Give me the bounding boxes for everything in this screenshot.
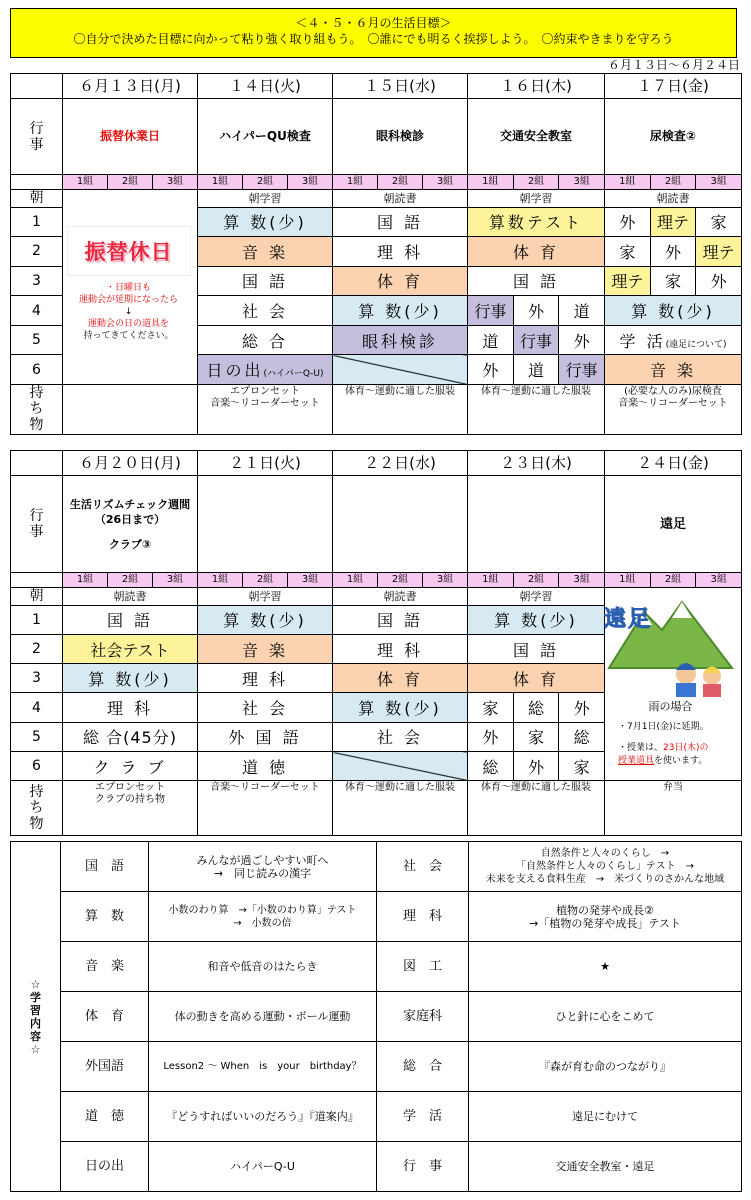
w1-bring-0 <box>63 384 198 434</box>
w2-tue-p4: 社 会 <box>198 693 333 722</box>
w2-wed-p4: 算 数(少) <box>333 693 468 722</box>
w1-event-4: 尿検査② <box>605 99 742 174</box>
learn-content-3b: ひと針に心をこめて <box>469 992 742 1042</box>
w1-wed-p3: 体 育 <box>333 266 468 296</box>
w2-tue-p3: 理 科 <box>198 664 333 693</box>
w1-period-3: 3 <box>11 266 63 296</box>
w1-mochi-label: 持 ち 物 <box>11 384 63 434</box>
learn-content-1b: 植物の発芽や成長② →「植物の発芽や成長」テスト <box>469 892 742 942</box>
learn-subj-5a: 道 徳 <box>61 1092 149 1142</box>
w1-fri-p5: 学 活(遠足について) <box>605 325 742 355</box>
w2-wed-p3: 体 育 <box>333 664 468 693</box>
w1-bring-1: エプロンセット 音楽～リコーダーセット <box>198 384 333 434</box>
w1-morning-1: 朝学習 <box>198 190 333 207</box>
w2-thu-p5: 外 家 総 <box>468 722 605 751</box>
w1-bring-2: 体育～運動に適した服装 <box>333 384 468 434</box>
learn-subj-2a: 音 楽 <box>61 942 149 992</box>
w1-wed-p4: 算 数(少) <box>333 296 468 326</box>
w1-thu-p1: 算数テスト <box>468 207 605 237</box>
w1-morning-2: 朝読書 <box>333 190 468 207</box>
w1-fri-p2: 家 外 理テ <box>605 237 742 267</box>
learn-subj-0a: 国 語 <box>61 842 149 892</box>
learn-subj-4b: 総 合 <box>377 1042 469 1092</box>
w2-thu-p2: 国 語 <box>468 634 605 663</box>
w1-period-1: 1 <box>11 207 63 237</box>
ensoku-illustration <box>604 590 737 702</box>
w2-tue-p2: 音 楽 <box>198 634 333 663</box>
w1-tue-p1: 算 数(少) <box>198 207 333 237</box>
goals-heading: ＜４・５・６月の生活目標＞ <box>295 16 452 30</box>
w1-day-3: １６日(木) <box>468 74 605 99</box>
w2-tue-p1: 算 数(少) <box>198 605 333 634</box>
w1-tue-p6: 日の出(ハイパーQ-U) <box>198 355 333 385</box>
w1-thu-p6: 外 道 行事 <box>468 355 605 385</box>
w2-tue-p5: 外 国 語 <box>198 722 333 751</box>
learn-subj-5b: 学 活 <box>377 1092 469 1142</box>
learn-subj-1b: 理 科 <box>377 892 469 942</box>
furikae-holiday-image: 振替休日 <box>67 226 191 276</box>
w2-bring-4: 弁当 <box>605 781 742 836</box>
w2-period-5: 5 <box>11 722 63 751</box>
w2-mon-p5: 総 合(45分) <box>63 722 198 751</box>
learn-subj-2b: 図 工 <box>377 942 469 992</box>
w1-gyoji-label: 行 事 <box>11 99 63 174</box>
w2-mon-p4: 理 科 <box>63 693 198 722</box>
w2-tue-p6: 道 徳 <box>198 752 333 781</box>
w2-mon-p2: 社会テスト <box>63 634 198 663</box>
w1-event-2: 眼科検診 <box>333 99 468 174</box>
w1-event-3: 交通安全教室 <box>468 99 605 174</box>
w1-wed-p6-empty <box>333 355 468 385</box>
learn-content-1a: 小数のわり算 →「小数のわり算」テスト → 小数の倍 <box>149 892 377 942</box>
w2-morning-1: 朝学習 <box>198 588 333 605</box>
w2-period-2: 2 <box>11 634 63 663</box>
w2-gyoji-label: 行 事 <box>11 476 63 573</box>
w2-morning-0: 朝読書 <box>63 588 198 605</box>
w2-bring-0: エプロンセット クラブの持ち物 <box>63 781 198 836</box>
life-goals-box <box>10 8 737 58</box>
w1-groups-2: 1組 2組 3組 <box>333 174 468 189</box>
w1-period-2: 2 <box>11 237 63 267</box>
learn-subj-4a: 外国語 <box>61 1042 149 1092</box>
w1-thu-p4: 行事 外 道 <box>468 296 605 326</box>
w2-period-6: 6 <box>11 752 63 781</box>
w1-fri-p3: 理テ 家 外 <box>605 266 742 296</box>
w2-mon-p1: 国 語 <box>63 605 198 634</box>
w1-period-5: 5 <box>11 325 63 355</box>
w1-groups-0: 1組 2組 3組 <box>63 174 198 189</box>
w2-groups-3: 1組 2組 3組 <box>468 573 605 588</box>
w1-groups-3: 1組 2組 3組 <box>468 174 605 189</box>
w1-day-1: １４日(火) <box>198 74 333 99</box>
w2-period-1: 1 <box>11 605 63 634</box>
learn-content-3a: 体の動きを高める運動・ボール運動 <box>149 992 377 1042</box>
w2-wed-p2: 理 科 <box>333 634 468 663</box>
learn-subj-0b: 社 会 <box>377 842 469 892</box>
w1-tue-p5: 総 合 <box>198 325 333 355</box>
w2-day-0: ６月２０日(月) <box>63 451 198 476</box>
ensoku-image-label: 遠足 <box>604 607 653 632</box>
w1-bring-4: (必要な人のみ)尿検査 音楽～リコーダーセット <box>605 384 742 434</box>
learn-content-0a: みんなが過ごしやすい町へ → 同じ読みの漢字 <box>149 842 377 892</box>
w1-morning-4: 朝読書 <box>605 190 742 207</box>
w1-day-2: １５日(水) <box>333 74 468 99</box>
w2-wed-p6-empty <box>333 752 468 781</box>
w2-period-4: 4 <box>11 693 63 722</box>
date-range: ６月１３日～６月２４日 <box>607 58 740 72</box>
w2-bring-2: 体育～運動に適した服装 <box>333 781 468 836</box>
learning-content-table <box>10 841 742 1192</box>
w2-morning-2: 朝読書 <box>333 588 468 605</box>
goals-text: 〇自分で決めた目標に向かって粘り強く取り組もう。 〇誰にでも明るく挨拶しよう。 〇約束やきまりを守ろう <box>73 32 674 46</box>
w1-wed-p2: 理 科 <box>333 237 468 267</box>
learn-subj-6b: 行 事 <box>377 1142 469 1192</box>
w1-groups-1: 1組 2組 3組 <box>198 174 333 189</box>
w2-asa-label: 朝 <box>11 588 63 605</box>
w1-day-4: １７日(金) <box>605 74 742 99</box>
w2-event-0: 生活リズムチェック週間 （26日まで） クラブ③ <box>63 476 198 573</box>
w1-groups-4: 1組 2組 3組 <box>605 174 742 189</box>
w2-day-3: ２３日(木) <box>468 451 605 476</box>
w2-mochi-label: 持 ち 物 <box>11 781 63 836</box>
learn-subj-1a: 算 数 <box>61 892 149 942</box>
w1-thu-p5: 道 行事 外 <box>468 325 605 355</box>
learn-content-4b: 『森が育む命のつながり』 <box>469 1042 742 1092</box>
learn-content-4a: Lesson2 ～ When is your birthday？ <box>149 1042 377 1092</box>
learn-content-5b: 遠足にむけて <box>469 1092 742 1142</box>
w2-event-4: 遠足 <box>605 476 742 573</box>
w1-period-6: 6 <box>11 355 63 385</box>
w2-thu-p6: 総 外 家 <box>468 752 605 781</box>
w1-thu-p2: 体 育 <box>468 237 605 267</box>
w1-bring-3: 体育～運動に適した服装 <box>468 384 605 434</box>
w1-tue-p3: 国 語 <box>198 266 333 296</box>
w2-thu-p4: 家 総 外 <box>468 693 605 722</box>
learn-subj-6a: 日の出 <box>61 1142 149 1192</box>
learn-content-2a: 和音や低音のはたらき <box>149 942 377 992</box>
w1-thu-p3: 国 語 <box>468 266 605 296</box>
w2-day-1: ２１日(火) <box>198 451 333 476</box>
w2-mon-p6: ク ラ ブ <box>63 752 198 781</box>
w1-event-1: ハイパーQU検査 <box>198 99 333 174</box>
w1-morning-3: 朝学習 <box>468 190 605 207</box>
w2-groups-1: 1組 2組 3組 <box>198 573 333 588</box>
furikae-block <box>62 190 195 380</box>
w2-mon-p3: 算 数(少) <box>63 664 198 693</box>
w1-tue-p4: 社 会 <box>198 296 333 326</box>
learn-subj-3b: 家庭科 <box>377 992 469 1042</box>
learn-content-6b: 交通安全教室・遠足 <box>469 1142 742 1192</box>
ensoku-rain-note: 雨の場合 ・7月1日(金)に延期。 ・授業は、23日(木)の 授業道具を使います。 <box>618 700 709 766</box>
w1-fri-p6: 音 楽 <box>605 355 742 385</box>
learn-content-0b: 自然条件と人々のくらし → 「自然条件と人々のくらし」テスト → 未来を支える食料生産 → 米づくりのさかんな地域 <box>469 842 742 892</box>
w2-bring-1: 音楽～リコーダーセット <box>198 781 333 836</box>
w1-fri-p4: 算 数(少) <box>605 296 742 326</box>
learn-content-5a: 『どうすればいいのだろう』『道案内』 <box>149 1092 377 1142</box>
w2-period-3: 3 <box>11 664 63 693</box>
w2-day-4: ２４日(金) <box>605 451 742 476</box>
w1-day-0: ６月１３日(月) <box>63 74 198 99</box>
w2-thu-p3: 体 育 <box>468 664 605 693</box>
w1-asa-label: 朝 <box>11 190 63 207</box>
w2-groups-0: 1組 2組 3組 <box>63 573 198 588</box>
w2-wed-p5: 社 会 <box>333 722 468 751</box>
w1-period-4: 4 <box>11 296 63 326</box>
w2-thu-p1: 算 数(少) <box>468 605 605 634</box>
w2-wed-p1: 国 語 <box>333 605 468 634</box>
learn-subj-3a: 体 育 <box>61 992 149 1042</box>
w1-event-0: 振替休業日 <box>63 99 198 174</box>
w1-wed-p5: 眼科検診 <box>333 325 468 355</box>
furikae-note: ・日曜日も 運動会が延期になったら ↓ 運動会の日の道具を 持ってきてください。 <box>78 283 178 341</box>
w2-groups-4: 1組 2組 3組 <box>605 573 742 588</box>
learning-title: ☆ 学 習 内 容 ☆ <box>11 842 61 1192</box>
w1-fri-p1: 外 理テ 家 <box>605 207 742 237</box>
learn-content-6a: ハイパーQ-U <box>149 1142 377 1192</box>
w2-day-2: ２２日(水) <box>333 451 468 476</box>
w2-morning-3: 朝学習 <box>468 588 605 605</box>
w2-bring-3: 体育～運動に適した服装 <box>468 781 605 836</box>
learn-content-2b: ★ <box>469 942 742 992</box>
w1-tue-p2: 音 楽 <box>198 237 333 267</box>
w2-groups-2: 1組 2組 3組 <box>333 573 468 588</box>
w1-wed-p1: 国 語 <box>333 207 468 237</box>
